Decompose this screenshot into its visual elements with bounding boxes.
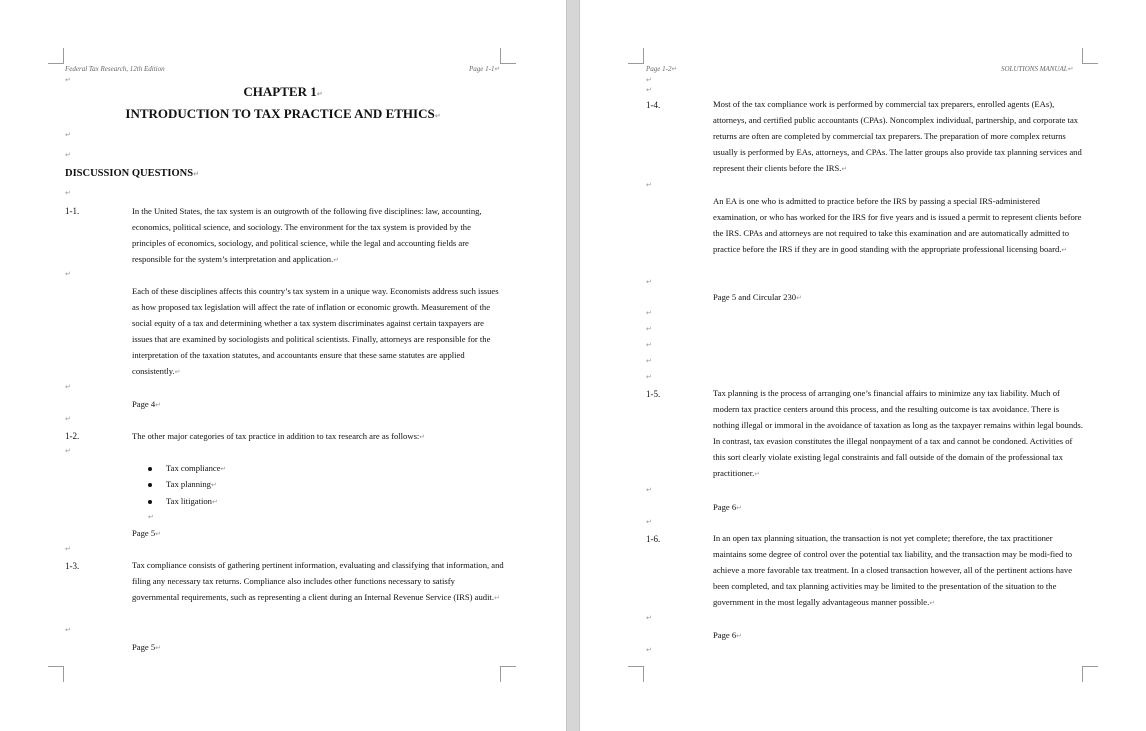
page-reference: Page 5↵ [132,642,162,652]
answer-paragraph: Most of the tax compliance work is performed by commercial tax preparers, enrolled agents (EAs), attorneys, and certified public accountants (CPAs). Noncomplex individual, partnership, and corporate tax returns are often are completed by commercial tax preparers. The preparation of more complex returns usually is performed by EAs, attorneys, and CPAs. The latter groups also provide tax planning services and represent their clients before the IRS.↵ [713,99,1082,174]
bullet-icon [148,483,152,487]
paragraph-mark: ↵ [65,447,71,455]
answer-paragraph: Each of these disciplines affects this country’s tax system in a unique way. Economists address such issues as how proposed tax legislation will affect the rate of inflation or economic growth. Measurement of the social equity of a tax and determining whether a tax system discriminates against certain taxpayers are issues that are examined by sociologists and political scientists. Finally, attorneys are responsible for the interpretation of the taxation statutes, and accountants ensure that these same statutes are applied consistently.↵ [132,286,499,377]
answer-paragraph: The other major categories of tax practice in addition to tax research are as follows:↵ [132,431,426,441]
crop-mark [1082,48,1098,64]
answer-paragraph: In the United States, the tax system is an outgrowth of the following five disciplines: law, accounting, economics, political science, and sociology. The environment for the tax system is provided by the principles of economics, sociology, and political science, while the legal and accounting fields are responsible for the system’s interpretation and application.↵ [132,206,482,265]
paragraph-mark: ↵ [65,151,71,159]
crop-mark [628,48,644,64]
section-heading: DISCUSSION QUESTIONS↵ [65,168,199,179]
paragraph-mark: ↵ [646,309,652,317]
bullet-item: Tax planning↵ [148,479,217,489]
paragraph-mark: ↵ [646,518,652,526]
crop-mark [500,48,516,64]
running-header-right: SOLUTIONS MANUAL↵ [1001,65,1074,73]
crop-mark [48,666,64,682]
running-header-page-number: Page 1-2↵ [646,65,678,73]
question-number: 1-6. [646,534,661,544]
paragraph-mark: ↵ [65,76,71,84]
paragraph-mark: ↵ [646,341,652,349]
paragraph-mark: ↵ [646,76,652,84]
paragraph-mark: ↵ [646,373,652,381]
paragraph-mark: ↵ [646,181,652,189]
question-number: 1-5. [646,389,661,399]
paragraph-mark: ↵ [646,357,652,365]
bullet-item: Tax litigation↵ [148,496,218,506]
answer-paragraph: In an open tax planning situation, the transaction is not yet complete; therefore, the tax practitioner maintains some degree of control over the potential tax liability, and the transaction may be modi-fied to achieve a more favorable tax treatment. In a closed transaction however, all of the pertinent actions have been completed, and tax planning activities may be limited to the presentation of the situation to the government in the most legally advantageous manner possible.↵ [713,533,1073,608]
answer-paragraph: An EA is one who is admitted to practice before the IRS by passing a special IRS-administered examination, or who has worked for the IRS for five years and is issued a permit to represent clients before the IRS. CPAs and attorneys are not required to take this examination and are automatically admitted to practice before the IRS if they are in good standing with the appropriate professional licensing board.↵ [713,196,1082,255]
paragraph-mark: ↵ [65,383,71,391]
paragraph-mark: ↵ [65,415,71,423]
crop-mark [628,666,644,682]
page-reference: Page 6↵ [713,630,743,640]
question-number: 1-1. [65,206,80,216]
page-gap-divider [566,0,580,731]
question-number: 1-4. [646,100,661,110]
page-reference: Page 5↵ [132,528,162,538]
crop-mark [500,666,516,682]
paragraph-mark: ↵ [65,626,71,634]
bullet-icon [148,467,152,471]
paragraph-mark: ↵ [646,325,652,333]
running-header-left: Federal Tax Research, 12th Edition [65,65,165,73]
crop-mark [48,48,64,64]
question-number: 1-2. [65,431,80,441]
document-page-left [0,0,566,731]
bullet-icon [148,500,152,504]
page-reference: Page 5 and Circular 230↵ [713,292,802,302]
paragraph-mark: ↵ [646,86,652,94]
crop-mark [1082,666,1098,682]
paragraph-mark: ↵ [646,646,652,654]
answer-paragraph: Tax compliance consists of gathering pertinent information, evaluating and classifying that information, and filing any necessary tax returns. Compliance also includes other functions necessary to satisfy governmental requirements, such as representing a client during an Internal Revenue Service (IRS) audit.↵ [132,560,504,603]
paragraph-mark: ↵ [646,278,652,286]
chapter-title: CHAPTER 1↵ [243,84,323,99]
document-page-right [580,0,1146,731]
question-number: 1-3. [65,561,80,571]
bullet-item: Tax compliance↵ [148,463,226,473]
page-reference: Page 4↵ [132,399,162,409]
paragraph-mark: ↵ [148,513,154,521]
paragraph-mark: ↵ [65,545,71,553]
page-reference: Page 6↵ [713,502,743,512]
chapter-subtitle: INTRODUCTION TO TAX PRACTICE AND ETHICS↵ [125,106,441,121]
answer-paragraph: Tax planning is the process of arranging one’s financial affairs to minimize any tax liability. Much of modern tax practice centers around this process, and the resulting outcome is tax avoidance. There is nothing illegal or immoral in the avoidance of taxation as long as the taxpayer remains within legal bounds. In contrast, tax evasion constitutes the illegal nonpayment of a tax and cannot be condoned. Activities of this sort clearly violate existing legal constraints and fall outside of the domain of the professional tax practitioner.↵ [713,388,1083,479]
running-header-page-number: Page 1-1↵ [469,65,501,73]
paragraph-mark: ↵ [65,270,71,278]
paragraph-mark: ↵ [646,486,652,494]
paragraph-mark: ↵ [65,131,71,139]
paragraph-mark: ↵ [646,614,652,622]
paragraph-mark: ↵ [65,189,71,197]
